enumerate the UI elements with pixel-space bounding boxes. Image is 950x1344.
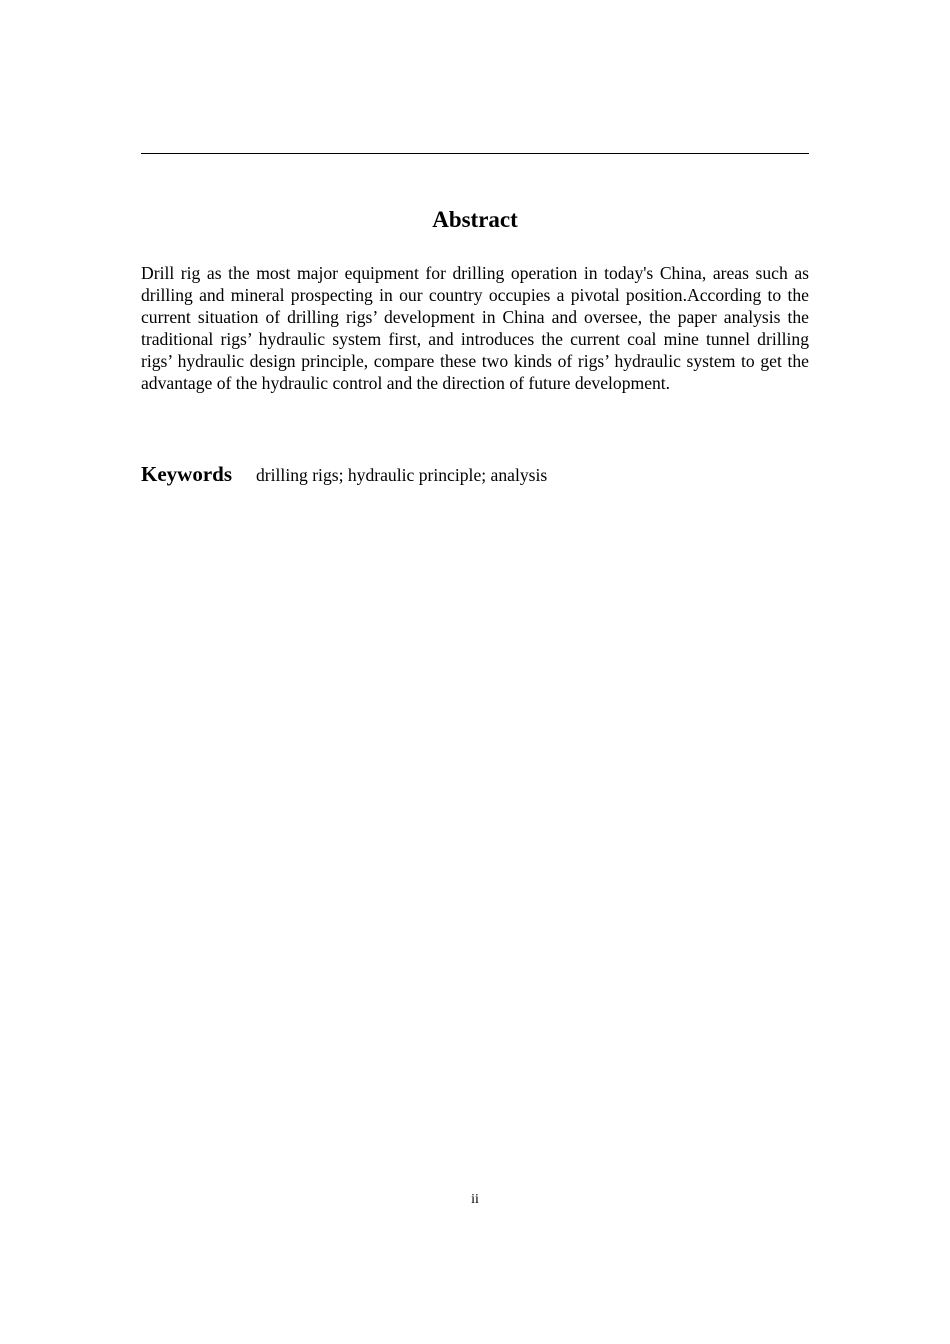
- keywords-text: drilling rigs; hydraulic principle; analysis: [256, 465, 548, 485]
- header-rule: [141, 153, 809, 154]
- keywords-label: Keywords: [141, 462, 232, 486]
- abstract-body: Drill rig as the most major equipment for drilling operation in today's China, areas such as drilling and mineral prospecting in our country occupies a pivotal position.According to the current situation of drilling rigs’ development in China and oversee, the paper analysis the traditional rigs’ hydraulic system first, and introduces the current coal mine tunnel drilling rigs’ hydraulic design principle, compare these two kinds of rigs’ hydraulic system to get the advantage of the hydraulic control and the direction of future development.: [141, 263, 809, 393]
- keywords-line: [141, 460, 809, 489]
- page-number: ii: [471, 1192, 479, 1207]
- page-title: Abstract: [432, 207, 518, 232]
